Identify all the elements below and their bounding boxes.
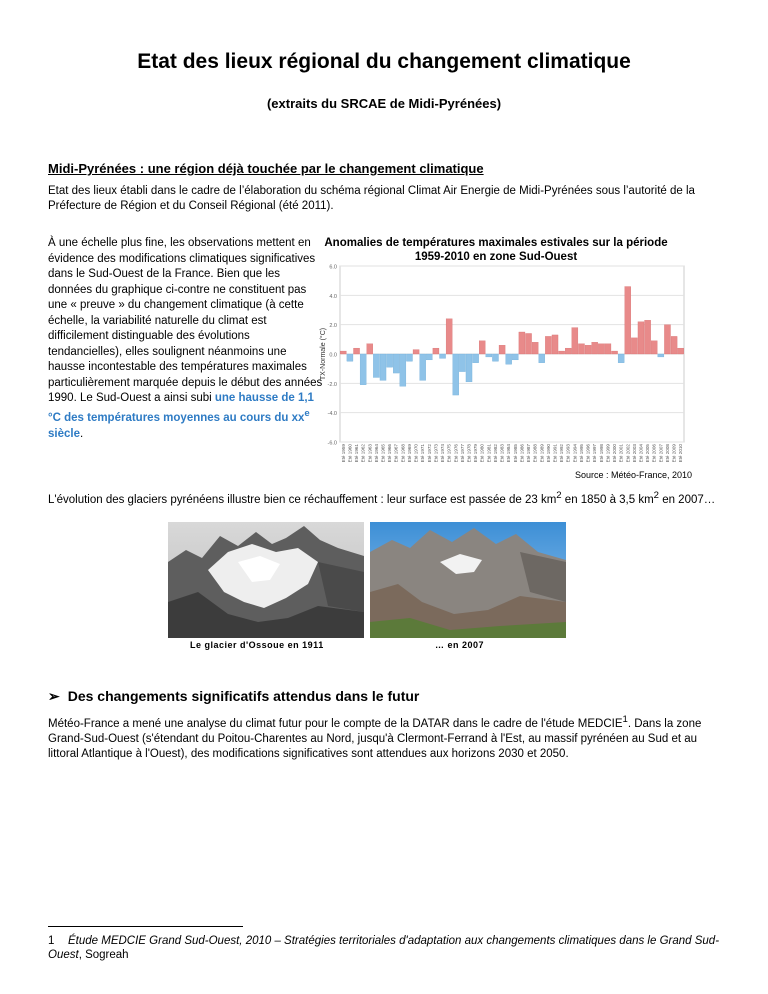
- y-tick-label: 2.0: [329, 323, 337, 330]
- bar-eté-2003: [631, 338, 637, 354]
- bar-eté-2005: [645, 320, 651, 354]
- x-tick-label: Eté 1992: [559, 444, 565, 463]
- bar-eté-1959: [340, 351, 346, 354]
- bar-eté-1968: [400, 354, 406, 386]
- bar-eté-1969: [406, 354, 412, 361]
- bar-eté-1988: [532, 342, 538, 354]
- bar-eté-1964: [373, 354, 379, 377]
- x-tick-label: Eté 1974: [440, 444, 446, 463]
- footnote: 1 Étude MEDCIE Grand Sud-Ouest, 2010 – Stratégies territoriales d'adaptation aux changements climatiques dans le Grand Sud-Ouest, Sogreah: [48, 935, 720, 961]
- y-tick-label: -4.0: [327, 411, 337, 418]
- x-tick-label: Eté 1969: [406, 444, 412, 463]
- y-tick-label: -2.0: [327, 381, 337, 388]
- photo-caption-2007: … en 2007: [435, 640, 485, 650]
- x-tick-label: Eté 2003: [631, 444, 637, 463]
- bar-eté-1960: [347, 354, 353, 361]
- bar-eté-1970: [413, 350, 419, 354]
- glacier-photo-1911: [168, 522, 364, 638]
- bar-eté-1973: [433, 348, 439, 354]
- bar-eté-1976: [453, 354, 459, 395]
- bar-eté-1995: [578, 344, 584, 354]
- x-tick-label: Eté 1986: [519, 444, 525, 463]
- x-tick-label: Eté 1965: [380, 444, 386, 463]
- bar-eté-1975: [446, 319, 452, 354]
- x-tick-label: Eté 1980: [479, 444, 485, 463]
- x-tick-label: Eté 1976: [453, 444, 459, 463]
- x-tick-label: Eté 1987: [526, 444, 532, 463]
- bar-eté-2002: [625, 287, 631, 354]
- x-tick-label: Eté 2010: [678, 444, 684, 463]
- bar-eté-1977: [459, 354, 465, 372]
- bar-eté-1997: [592, 342, 598, 354]
- bar-eté-1994: [572, 328, 578, 354]
- bar-eté-2009: [671, 336, 677, 354]
- bar-eté-1963: [367, 344, 373, 354]
- x-tick-label: Eté 1985: [512, 444, 518, 463]
- x-tick-label: Eté 1973: [433, 444, 439, 463]
- arrow-bullet-icon: ➢: [48, 688, 60, 704]
- observation-text: À une échelle plus fine, les observations mettent en évidence des modifications climatiques significatives dans le Sud-Ouest de la France. Bien que les données du graphique ci-contre ne constituent pas une « preuve » du changement climatique (à cette échelle, la variabilité naturelle du climat est difficilement distinguable des évolutions tendancielles), elles soulignent néanmoins une hausse incontestable des températures maximales particulièrement marquée depuis le début des années 1990. Le Sud-Ouest a ainsi subi: [48, 237, 323, 404]
- y-tick-label: 4.0: [329, 293, 337, 300]
- page-title: Etat des lieux régional du changement climatique: [137, 50, 631, 73]
- bar-eté-1987: [525, 333, 531, 354]
- bar-eté-1983: [499, 345, 505, 354]
- x-tick-label: Eté 1982: [492, 444, 498, 463]
- x-tick-label: Eté 2002: [625, 444, 631, 463]
- x-tick-label: Eté 1972: [426, 444, 432, 463]
- y-tick-label: -6.0: [327, 440, 337, 447]
- bar-eté-1985: [512, 354, 518, 360]
- observation-paragraph: À une échelle plus fine, les observations mettent en évidence des modifications climatiques significatives dans le Sud-Ouest de la France. Bien que les données du graphique ci-contre ne constituent pas une « preuve » du changement climatique (à cette échelle, la variabilité naturelle du climat est difficilement distinguable des évolutions tendancielles), elles soulignent néanmoins une hausse incontestable des températures maximales particulièrement marquée depuis le début des années 1990. Le Sud-Ouest a ainsi subi une hausse de 1,1 °C des températures moyennes au cours du $xx^e$ siècle.: [48, 237, 323, 440]
- footnote-separator: [48, 926, 243, 927]
- x-tick-label: Eté 1989: [539, 444, 545, 463]
- x-tick-label: Eté 2009: [671, 444, 677, 463]
- x-tick-label: Eté 1977: [459, 444, 465, 463]
- y-axis-label: TX-Normale (°C): [320, 327, 327, 381]
- bar-eté-1989: [539, 354, 545, 363]
- section-heading-region: Midi-Pyrénées : une région déjà touchée par le changement climatique: [48, 161, 484, 176]
- bar-eté-1991: [552, 335, 558, 354]
- x-tick-label: Eté 1996: [585, 444, 591, 463]
- x-tick-label: Eté 1991: [552, 444, 558, 463]
- highlight-text: une hausse de 1,1 °C des températures moyennes au cours du $xx^e$ siècle: [48, 392, 314, 440]
- x-tick-label: Eté 2008: [664, 444, 670, 463]
- x-tick-label: Eté 1966: [387, 444, 393, 463]
- x-tick-label: Eté 1988: [532, 444, 538, 463]
- x-tick-label: Eté 1975: [446, 444, 452, 463]
- chart-source: Source : Météo-France, 2010: [574, 470, 692, 480]
- x-tick-label: Eté 1995: [578, 444, 584, 463]
- page-subtitle: (extraits du SRCAE de Midi-Pyrénées): [266, 96, 502, 111]
- bar-eté-1979: [473, 354, 479, 363]
- x-tick-label: Eté 1961: [354, 444, 360, 463]
- y-tick-label: 0.0: [329, 352, 337, 359]
- bar-eté-2007: [658, 354, 664, 357]
- bar-eté-2008: [664, 325, 670, 354]
- bar-eté-1993: [565, 348, 571, 354]
- bar-eté-2001: [618, 354, 624, 363]
- bar-eté-2004: [638, 322, 644, 354]
- bar-eté-1984: [506, 354, 512, 364]
- intro-paragraph: Etat des lieux établi dans le cadre de l’élaboration du schéma régional Climat Air Energie de Midi-Pyrénées sous l’autorité de la Préfecture de Région et du Conseil Régional (été 2011).: [48, 185, 695, 212]
- bar-eté-1981: [486, 354, 492, 357]
- x-tick-label: Eté 1984: [506, 444, 512, 463]
- x-tick-label: Eté 2004: [638, 444, 644, 463]
- bar-eté-1978: [466, 354, 472, 382]
- bar-eté-1986: [519, 332, 525, 354]
- x-tick-label: Eté 2000: [612, 444, 618, 463]
- bar-eté-1967: [393, 354, 399, 373]
- x-tick-label: Eté 1959: [340, 444, 346, 463]
- bar-eté-1971: [420, 354, 426, 380]
- bar-eté-1974: [439, 354, 445, 358]
- bar-eté-1998: [598, 344, 604, 354]
- x-tick-label: Eté 1978: [466, 444, 472, 463]
- x-tick-label: Eté 2005: [645, 444, 651, 463]
- bar-eté-2006: [651, 341, 657, 354]
- bar-eté-1962: [360, 354, 366, 385]
- x-tick-label: Eté 1983: [499, 444, 505, 463]
- x-tick-label: Eté 1993: [565, 444, 571, 463]
- bar-eté-1961: [353, 348, 359, 354]
- chart-plot: [318, 264, 692, 468]
- x-tick-label: Eté 1971: [420, 444, 426, 463]
- bar-eté-1972: [426, 354, 432, 360]
- x-tick-label: Eté 1963: [367, 444, 373, 463]
- bar-eté-1980: [479, 341, 485, 354]
- chart-title: Anomalies de températures maximales estivales sur la période 1959-2010 en zone Sud-Ouest: [324, 237, 668, 263]
- x-tick-label: Eté 1997: [592, 444, 598, 463]
- x-tick-label: Eté 1970: [413, 444, 419, 463]
- bar-eté-2000: [611, 351, 617, 354]
- bar-eté-1990: [545, 336, 551, 354]
- x-tick-label: Eté 1981: [486, 444, 492, 463]
- bar-eté-1965: [380, 354, 386, 380]
- x-tick-label: Eté 1999: [605, 444, 611, 463]
- x-tick-label: Eté 1990: [545, 444, 551, 463]
- x-tick-label: Eté 1968: [400, 444, 406, 463]
- bar-eté-1982: [492, 354, 498, 361]
- x-tick-label: Eté 2001: [618, 444, 624, 463]
- bar-eté-2010: [678, 348, 684, 354]
- x-tick-label: Eté 1964: [373, 444, 379, 463]
- future-paragraph: Météo-France a mené une analyse du climat futur pour le compte de la DATAR dans le cadre de l'étude MEDCIE$^1$. Dans la zone Grand-Sud-Ouest (s'étendant du Poitou-Charentes au Nord, jusqu'à Clermont-Ferrand à l'Est, au massif pyrénéen au Sud et au littoral Atlantique à l'Ouest), des modifications significatives sont attendues aux horizons 2030 et 2050.: [48, 714, 702, 760]
- x-tick-label: Eté 1962: [360, 444, 366, 463]
- bar-eté-1992: [559, 351, 565, 354]
- bar-eté-1996: [585, 345, 591, 354]
- x-tick-label: Eté 2007: [658, 444, 664, 463]
- x-tick-label: Eté 1994: [572, 444, 578, 463]
- bar-eté-1999: [605, 344, 611, 354]
- section-heading-future: ➢ Des changements significatifs attendus dans le futur: [48, 688, 420, 704]
- temperature-anomaly-chart: [318, 234, 692, 484]
- bar-eté-1966: [387, 354, 393, 367]
- y-tick-label: 6.0: [329, 264, 337, 271]
- x-tick-label: Eté 2006: [651, 444, 657, 463]
- x-tick-label: Eté 1967: [393, 444, 399, 463]
- glacier-photo-2007: [370, 522, 566, 638]
- glacier-paragraph: L'évolution des glaciers pyrénéens illustre bien ce réchauffement : leur surface est passée de 23 $km^2$ en 1850 à 3,5 $km^2$ en 2007…: [48, 490, 716, 506]
- x-tick-label: Eté 1960: [347, 444, 353, 463]
- x-tick-label: Eté 1979: [473, 444, 479, 463]
- photo-caption-1911: Le glacier d'Ossoue en 1911: [190, 640, 324, 650]
- x-tick-label: Eté 1998: [598, 444, 604, 463]
